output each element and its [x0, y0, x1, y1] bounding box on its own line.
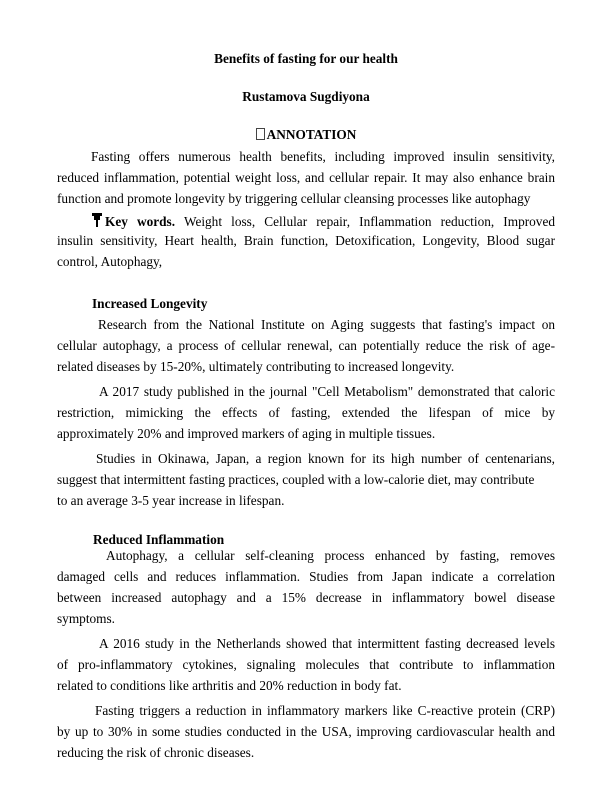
- section-heading: Increased Longevity: [92, 296, 208, 311]
- paragraph-line: restriction, mimicking the effects of fasting, extended the lifespan of mice by: [57, 405, 555, 420]
- paragraph-line: of pro-inflammatory cytokines, signaling molecules that contribute to inflammation: [57, 657, 555, 672]
- paragraph-line: reducing the risk of chronic diseases.: [57, 745, 255, 760]
- paragraph-line: Research from the National Institute on Aging suggests that fasting's impact on: [98, 317, 555, 332]
- section-heading: Reduced Inflammation: [93, 532, 225, 547]
- paragraph-line: Studies in Okinawa, Japan, a region known for its high number of centenarians,: [96, 451, 555, 466]
- paragraph-line: suggest that intermittent fasting practices, coupled with a low-calorie diet, may contribute: [57, 472, 535, 487]
- paragraph-line: A 2016 study in the Netherlands showed that intermittent fasting decreased levels: [99, 636, 555, 651]
- keywords-line: insulin sensitivity, Heart health, Brain function, Detoxification, Longevity, Blood sugar: [57, 233, 555, 248]
- paragraph-line: A 2017 study published in the journal "Cell Metabolism" demonstrated that caloric: [99, 384, 555, 399]
- paragraph-line: approximately 20% and improved markers of aging in multiple tissues.: [57, 426, 436, 441]
- keywords-label: Key words.: [105, 214, 176, 229]
- paragraph-line: related to conditions like arthritis and 20% reduction in body fat.: [57, 678, 402, 693]
- annotation-heading: [0, 128, 612, 141]
- paragraph-line: related diseases by 15-20%, ultimately contributing to increased longevity.: [57, 359, 455, 374]
- keywords-line: control, Autophagy,: [57, 254, 163, 269]
- annotation-heading-text: ANNOTATION: [266, 127, 357, 142]
- paper-title: Benefits of fasting for our health: [214, 51, 398, 66]
- missing-glyph-icon: [256, 128, 265, 140]
- keywords-line: [92, 213, 555, 228]
- paragraph-line: by up to 30% in some studies conducted in the USA, improving cardiovascular health and: [57, 724, 555, 739]
- pushpin-icon: [92, 213, 102, 227]
- paper-author: Rustamova Sugdiyona: [242, 89, 370, 104]
- paragraph-line: Autophagy, a cellular self-cleaning process enhanced by fasting, removes: [106, 548, 555, 563]
- paragraph-line: between increased autophagy and a 15% decrease in inflammatory bowel disease: [57, 590, 555, 605]
- paragraph-line: cellular autophagy, a process of cellular renewal, can potentially reduce the risk of age-: [57, 338, 555, 353]
- paragraph-line: damaged cells and reduces inflammation. Studies from Japan indicate a correlation: [57, 569, 555, 584]
- annotation-line: Fasting offers numerous health benefits, including improved insulin sensitivity,: [91, 149, 555, 164]
- paragraph-line: to an average 3-5 year increase in lifespan.: [57, 493, 285, 508]
- paragraph-line: symptoms.: [57, 611, 115, 626]
- keywords-text: Weight loss, Cellular repair, Inflammation reduction, Improved: [183, 214, 555, 229]
- annotation-line: function and promote longevity by triggering cellular cleansing processes like autophagy: [57, 191, 531, 206]
- annotation-line: reduced inflammation, potential weight loss, and cellular repair. It may also enhance brain: [57, 170, 555, 185]
- paragraph-line: Fasting triggers a reduction in inflammatory markers like C-reactive protein (CRP): [95, 703, 555, 718]
